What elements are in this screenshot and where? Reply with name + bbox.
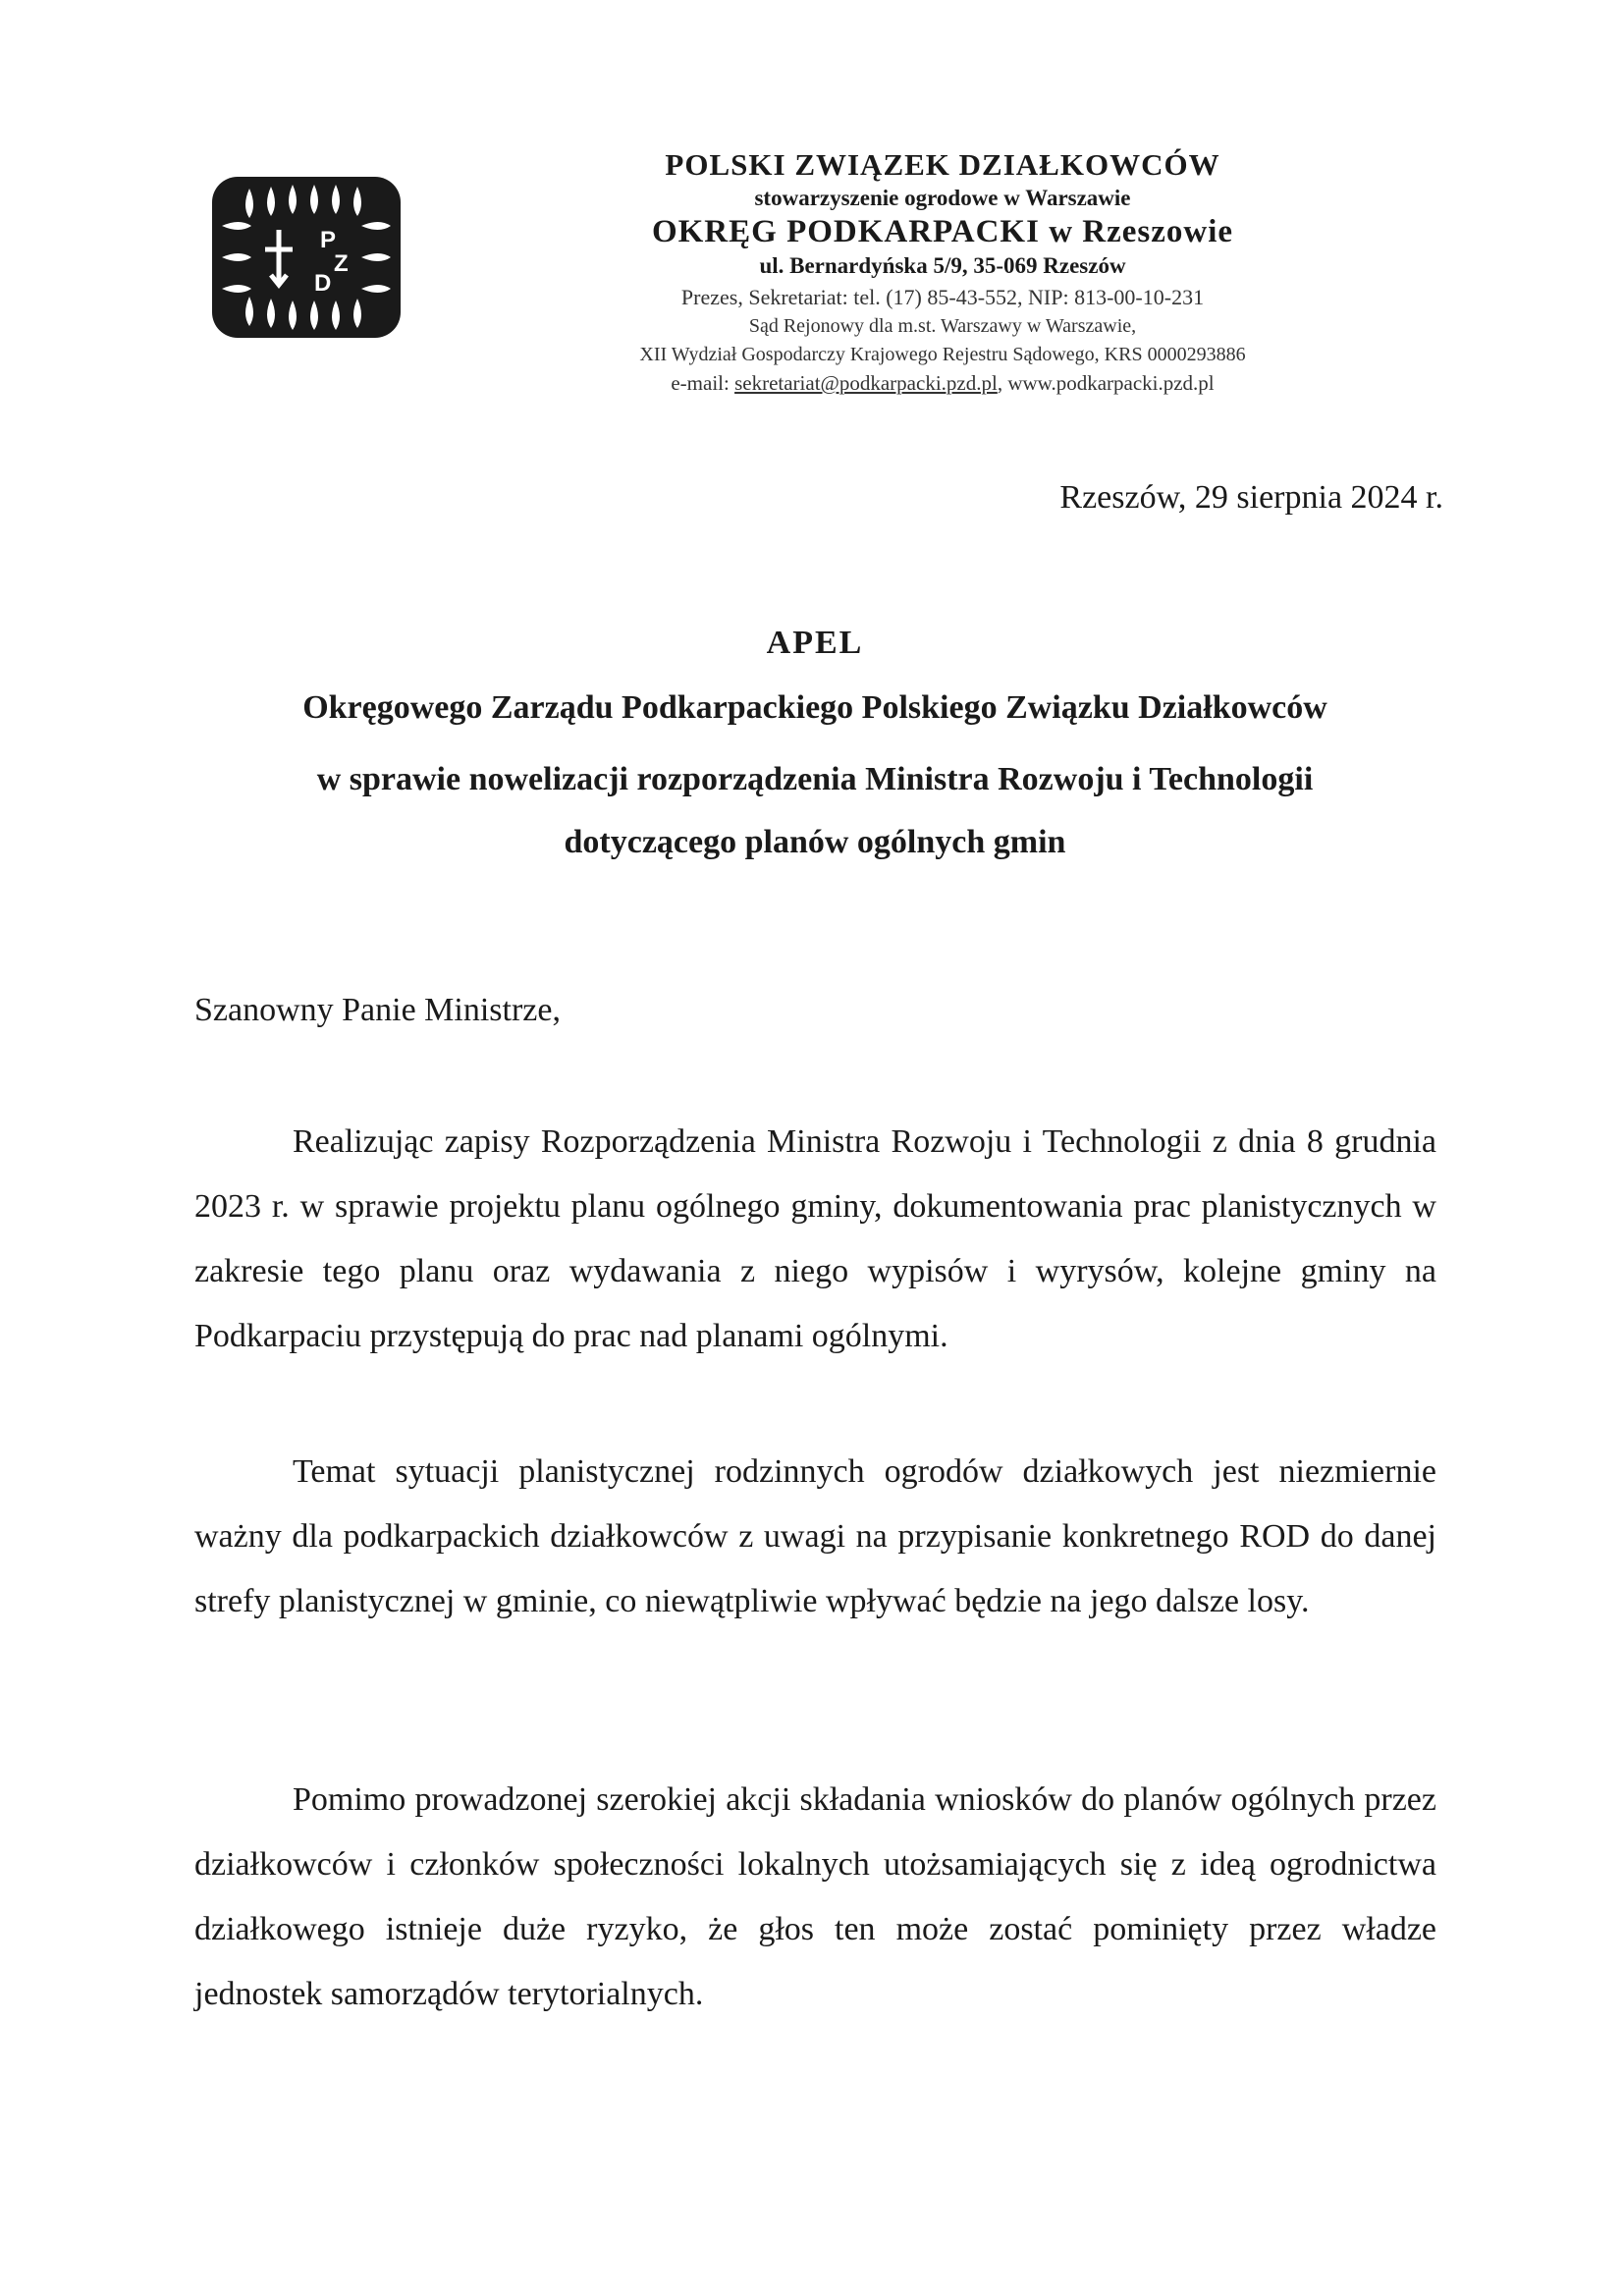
- paragraph-1-text: Realizując zapisy Rozporządzenia Ministra Rozwoju i Technologii z dnia 8 grudnia 2023 r. w sprawie projektu planu ogólnego gminy, dokumentowania prac planistycznych w zakresie tego planu oraz wydawania z niego wypisów i wyrysów, kolejne gminy na Podkarpaciu przystępują do prac nad planami ogólnymi.: [194, 1123, 1436, 1354]
- address: ul. Bernardyńska 5/9, 35-069 Rzeszów: [759, 253, 1126, 278]
- svg-text:Z: Z: [334, 250, 349, 277]
- paragraph-3-text: Pomimo prowadzonej szerokiej akcji składania wniosków do planów ogólnych przez działkowców i członków społeczności lokalnych utożsamiających się z ideą ogrodnictwa działkowego istnieje duże ryzyko, że głos ten może zostać pominięty przez władze jednostek samorządów terytorialnych.: [194, 1781, 1436, 2012]
- svg-text:P: P: [320, 227, 337, 253]
- organization-subtitle: stowarzyszenie ogrodowe w Warszawie: [754, 186, 1131, 210]
- document-heading: APEL: [766, 625, 864, 661]
- organization-name: POLSKI ZWIĄZEK DZIAŁKOWCÓW: [665, 147, 1220, 182]
- contact-line: Prezes, Sekretariat: tel. (17) 85-43-552, NIP: 813-00-10-231: [680, 285, 1205, 309]
- paragraph-2: [194, 1440, 1436, 1634]
- title-line-2: w sprawie nowelizacji rozporządzenia Ministra Rozwoju i Technologii: [316, 761, 1314, 797]
- email-line: [560, 371, 1325, 396]
- salutation: Szanowny Panie Ministrze,: [194, 992, 561, 1028]
- email-link[interactable]: sekretariat@podkarpacki.pzd.pl: [734, 371, 998, 395]
- paragraph-2-text: Temat sytuacji planistycznej rodzinnych ogrodów działkowych jest niezmiernie ważny dla podkarpackich działkowców z uwagi na przypisanie konkretnego ROD do danej strefy planistycznej w gminie, co niewątpliwie wpływać będzie na jego dalsze losy.: [194, 1453, 1436, 1619]
- paragraph-3: [194, 1768, 1436, 2027]
- svg-text:D: D: [314, 270, 332, 297]
- pzd-logo: [210, 175, 403, 340]
- document-date: Rzeszów, 29 sierpnia 2024 r.: [1059, 479, 1443, 516]
- title-line-1: Okręgowego Zarządu Podkarpackiego Polskiego Związku Działkowców: [302, 689, 1327, 726]
- title-line-3: dotyczącego planów ogólnych gmin: [564, 824, 1066, 860]
- website-link[interactable]: , www.podkarpacki.pzd.pl: [997, 371, 1215, 395]
- paragraph-1: [194, 1110, 1436, 1369]
- court-line: Sąd Rejonowy dla m.st. Warszawy w Warszawie,: [748, 315, 1137, 337]
- district-name: OKRĘG PODKARPACKI w Rzeszowie: [651, 214, 1234, 249]
- registry-line: XII Wydział Gospodarczy Krajowego Rejestru Sądowego, KRS 0000293886: [639, 344, 1246, 365]
- email-label: e-mail:: [671, 371, 730, 395]
